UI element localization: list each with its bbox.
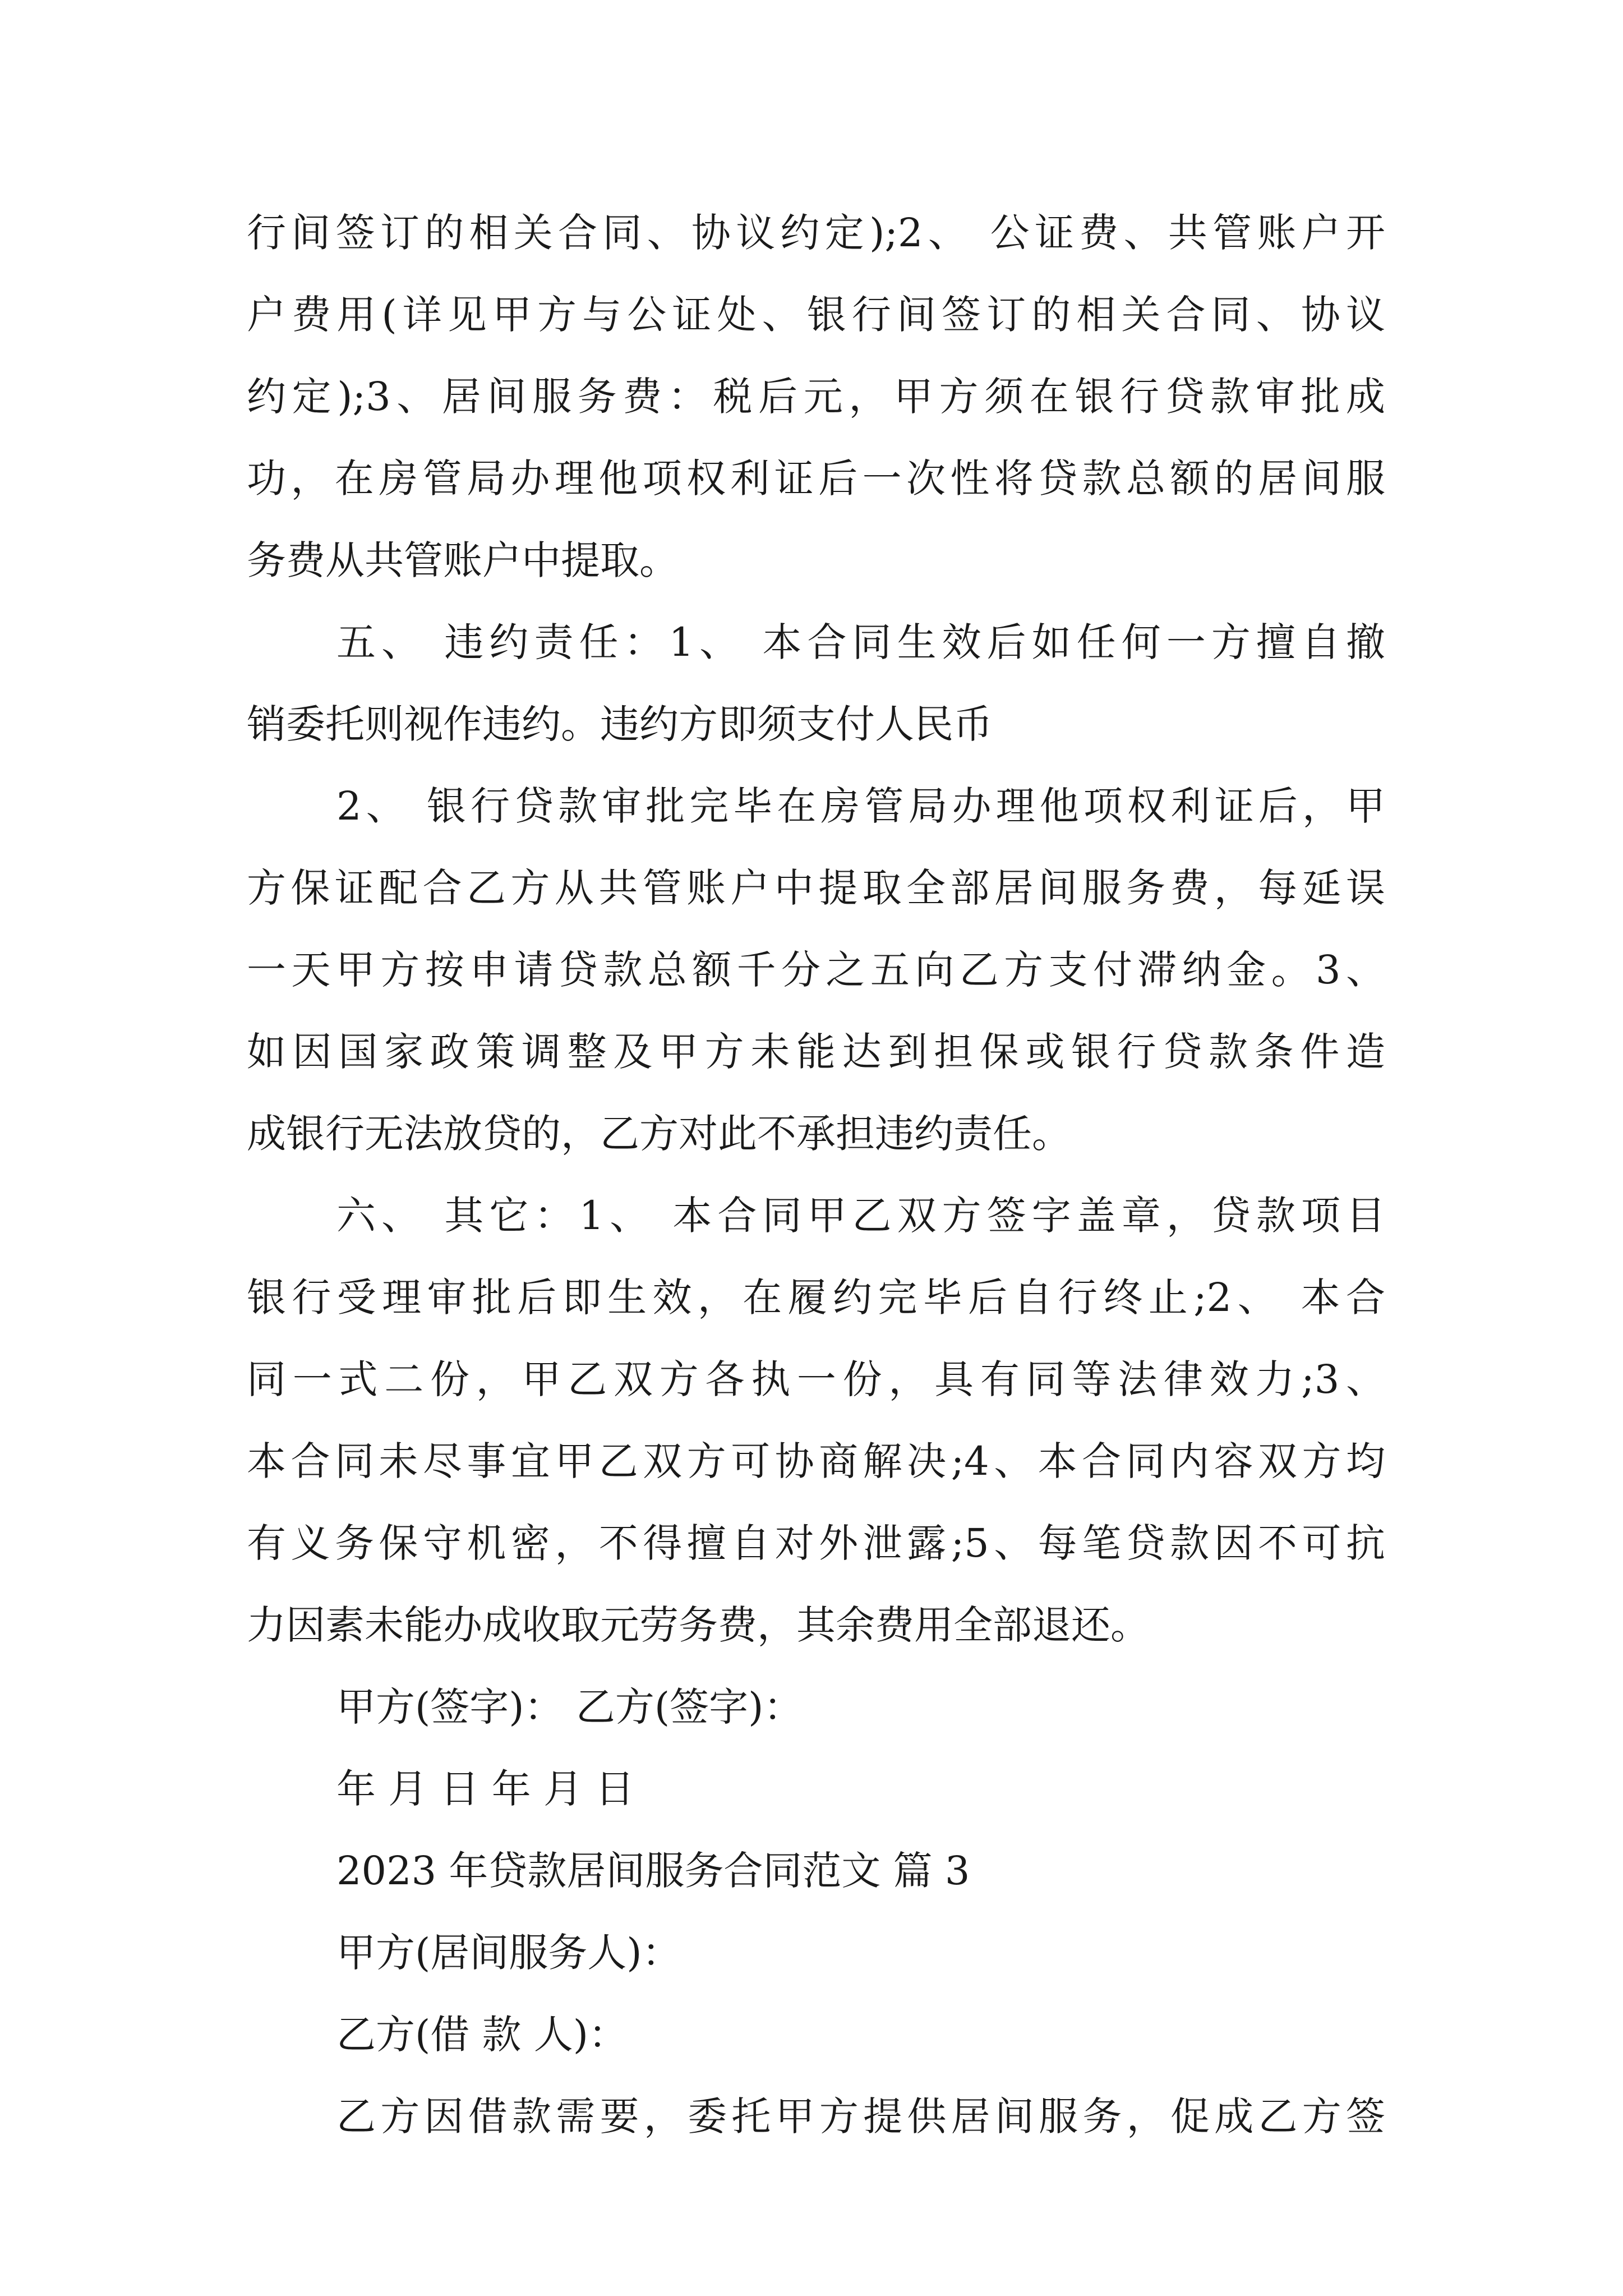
document-heading: 2023 年贷款居间服务合同范文 篇 3 — [336, 1848, 970, 1894]
text-line: 银行受理审批后即生效，在履约完毕后自行终止;2、 本合 — [247, 1274, 1385, 1320]
text-line: 约定);3、居间服务费：税后元，甲方须在银行贷款审批成 — [247, 374, 1385, 420]
text-line: 一天甲方按申请贷款总额千分之五向乙方支付滞纳金。3、 — [247, 947, 1385, 993]
party-b-line: 乙方(借 款 人)： — [336, 2012, 628, 2058]
text-line: 力因素未能办成收取元劳务费，其余费用全部退还。 — [247, 1602, 1150, 1648]
text-line: 如因国家政策调整及甲方未能达到担保或银行贷款条件造 — [247, 1029, 1385, 1075]
text-line: 成银行无法放贷的，乙方对此不承担违约责任。 — [247, 1111, 1071, 1157]
text-line: 同一式二份，甲乙双方各执一份，具有同等法律效力;3、 — [247, 1356, 1385, 1402]
text-line: 本合同未尽事宜甲乙双方可协商解决;4、本合同内容双方均 — [247, 1438, 1385, 1484]
text-line: 务费从共管账户中提取。 — [247, 537, 679, 583]
signature-line: 甲方(签字)： 乙方(签字)： — [336, 1684, 803, 1730]
paragraph-start-line: 2、 银行贷款审批完毕在房管局办理他项权利证后，甲 — [336, 783, 1385, 829]
text-line: 户费用(详见甲方与公证处、银行间签订的相关合同、协议 — [247, 292, 1385, 338]
section-heading-line: 六、 其它：1、 本合同甲乙双方签字盖章，贷款项目 — [336, 1193, 1385, 1239]
text-line: 有义务保守机密，不得擅自对外泄露;5、每笔贷款因不可抗 — [247, 1520, 1385, 1566]
text-line: 方保证配合乙方从共管账户中提取全部居间服务费，每延误 — [247, 865, 1385, 911]
section-heading-line: 五、 违约责任：1、 本合同生效后如任何一方擅自撤 — [336, 619, 1385, 665]
paragraph-start-line: 乙方因借款需要，委托甲方提供居间服务，促成乙方签 — [336, 2093, 1385, 2139]
party-a-line: 甲方(居间服务人)： — [336, 1930, 681, 1976]
text-line: 行间签订的相关合同、协议约定);2、 公证费、共管账户开 — [247, 210, 1385, 256]
date-line: 年 月 日 年 月 日 — [336, 1766, 635, 1812]
text-line: 功，在房管局办理他项权利证后一次性将贷款总额的居间服 — [247, 455, 1385, 501]
text-line: 销委托则视作违约。违约方即须支付人民币 — [247, 701, 993, 747]
